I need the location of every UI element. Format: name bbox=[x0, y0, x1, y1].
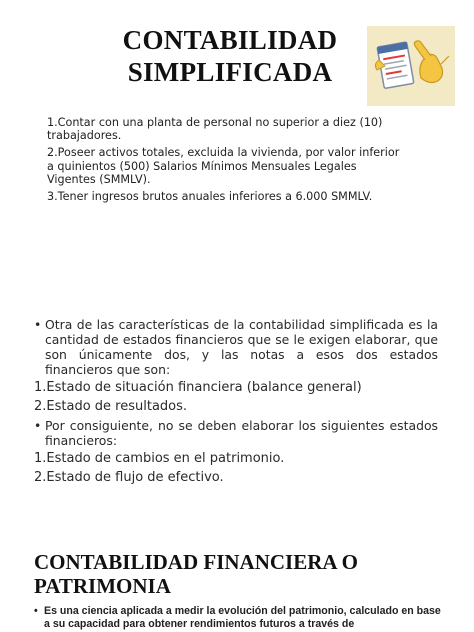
second-bullet bbox=[34, 418, 438, 448]
slide-title: CONTABILIDAD FINANCIERA O PATRIMONIA bbox=[34, 550, 358, 598]
slide-estados-financieros bbox=[0, 300, 474, 530]
slide-title: CONTABILIDAD SIMPLIFICADA bbox=[122, 25, 338, 87]
intro-text: Otra de las características de la contabilidad simplificada es la cantidad de estados financieros que se le exigen elaborar, que son únicamente dos, y las notas a esos dos estados financieros que son: bbox=[45, 317, 438, 377]
definition-bullet bbox=[34, 605, 444, 631]
bullet-dot: • bbox=[34, 317, 42, 332]
excluded-statement: 1.Estado de cambios en el patrimonio. bbox=[34, 451, 285, 466]
requirement-item: 1.Contar con una planta de personal no superior a diez (10) trabajadores. bbox=[47, 116, 383, 143]
required-statement: 2.Estado de resultados. bbox=[34, 399, 188, 414]
requirements-list bbox=[47, 116, 407, 207]
bullet-dot: • bbox=[34, 418, 42, 433]
slide-contabilidad-simplificada bbox=[0, 0, 474, 300]
second-bullet-text: Por consiguiente, no se deben elaborar los siguientes estados financieros: bbox=[45, 418, 438, 448]
requirement-item: 3.Tener ingresos brutos anuales inferiores a 6.000 SMMLV. bbox=[47, 190, 373, 204]
requirement-item: 2.Poseer activos totales, excluida la vivienda, por valor inferior a quinientos (500) Salarios Mínimos Mensuales Legales Vigentes (SMMLV). bbox=[47, 146, 400, 186]
intro-bullet bbox=[34, 317, 438, 377]
slide-contabilidad-financiera bbox=[0, 530, 474, 632]
definition-text: Es una ciencia aplicada a medir la evolución del patrimonio, calculado en base a su capacidad para obtener rendimientos futuros a través de bbox=[44, 605, 441, 630]
bullet-dot: • bbox=[34, 605, 38, 617]
document-and-pointing-hand-icon bbox=[367, 26, 455, 106]
required-statement: 1.Estado de situación financiera (balance general) bbox=[34, 380, 362, 395]
excluded-statement: 2.Estado de flujo de efectivo. bbox=[34, 470, 224, 485]
